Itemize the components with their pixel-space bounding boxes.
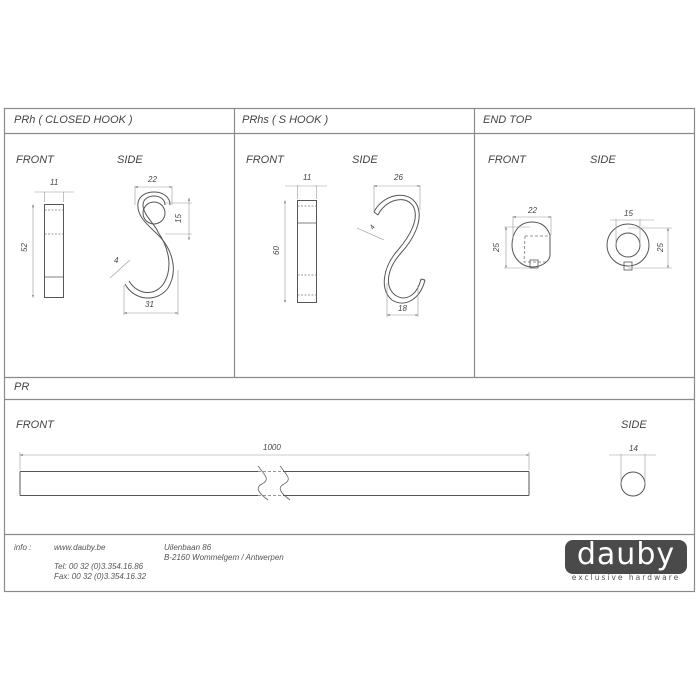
end-top-section-title: END TOP [483,114,532,126]
dim-label: 52 [19,243,29,252]
rail-front-label: FRONT [16,419,54,431]
dim-label: 11 [50,178,59,187]
closed-hook-side-view [110,186,192,315]
dim-label: 31 [145,300,154,309]
closed-hook-front-view [33,192,74,298]
closed-hook-section-title: PRh ( CLOSED HOOK ) [14,114,133,126]
s-hook-side-view [357,185,425,317]
dim-label: 25 [491,243,501,252]
footer-address-line2: B-2160 Wommelgem / Antwerpen [164,553,284,562]
dauby-logo [565,537,687,584]
footer-address-line1: Uilenbaan 86 [164,543,212,552]
rail-side-label: SIDE [621,419,647,431]
dim-label: 15 [624,209,633,218]
footer-website[interactable]: www.dauby.be [54,543,106,552]
end-top-front-label: FRONT [488,154,526,166]
s-hook-front-view [285,185,327,303]
footer-info-label: info : [14,543,32,552]
rail-front-view [20,452,529,500]
rail-section-title: PR [14,381,30,393]
closed-hook-front-label: FRONT [16,154,54,166]
dim-label: 4 [368,224,377,231]
rail-side-view [609,454,656,496]
end-top-front-view [504,216,551,268]
dim-label: 4 [114,256,119,265]
end-top-side-label: SIDE [590,154,616,166]
dim-label: 22 [148,175,157,184]
dim-label: 1000 [263,443,281,452]
dim-label: 15 [173,214,183,223]
logo-brand: dauby [576,537,676,572]
dim-label: 14 [629,444,638,453]
dim-label: 26 [394,173,403,182]
s-hook-side-label: SIDE [352,154,378,166]
dim-label: 18 [398,304,407,313]
closed-hook-side-label: SIDE [117,154,143,166]
dim-label: 25 [655,243,665,252]
logo-tagline: exclusive hardware [571,573,681,582]
logo-badge [565,537,687,574]
dim-label: 60 [271,246,281,255]
dim-label: 22 [528,206,537,215]
dim-label: 11 [303,173,312,182]
frame [5,109,695,592]
s-hook-front-label: FRONT [246,154,284,166]
footer-tel: Tel: 00 32 (0)3.354.16.86 [54,562,144,571]
s-hook-section-title: PRhs ( S HOOK ) [242,114,329,126]
footer-fax: Fax: 00 32 (0)3.354.16.32 [54,572,147,581]
